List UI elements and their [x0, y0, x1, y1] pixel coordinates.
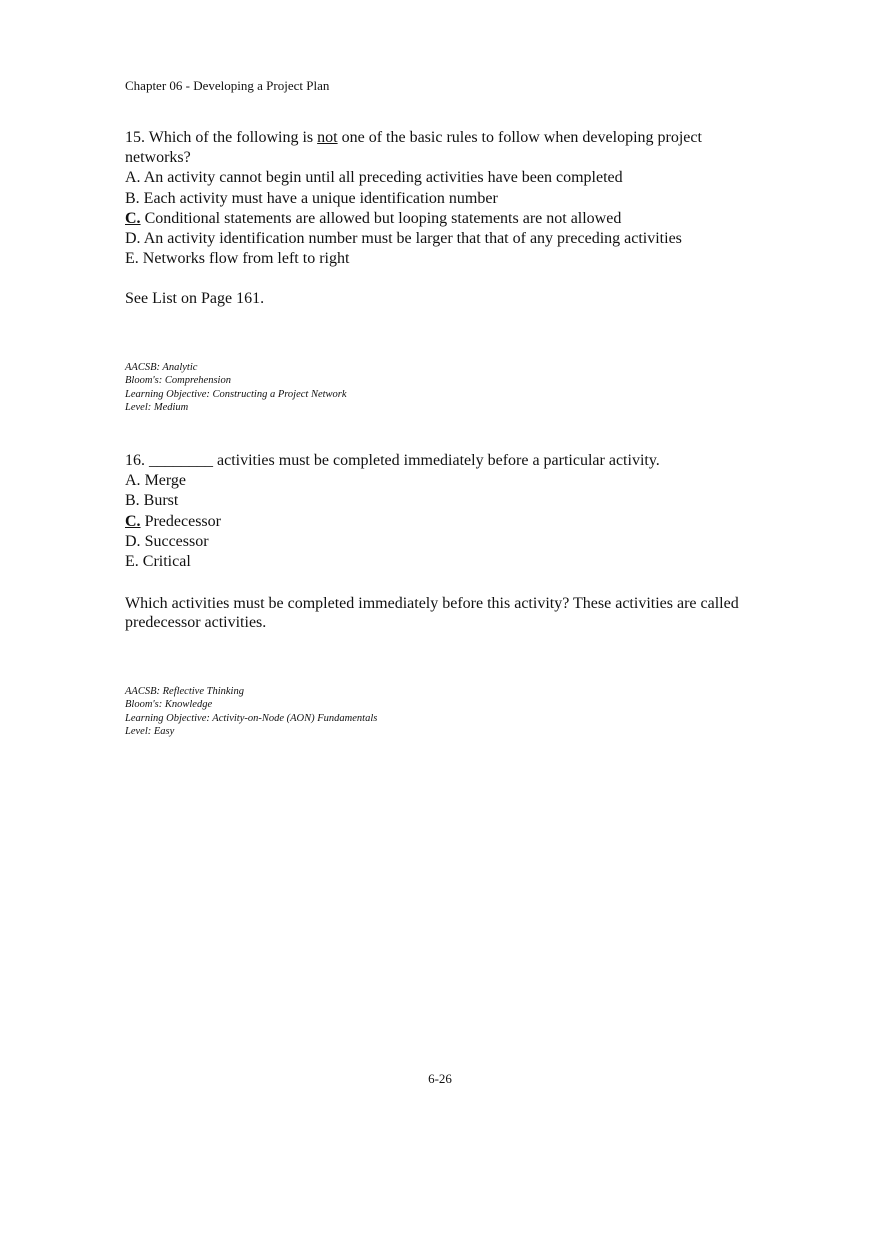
- option-text: Critical: [142, 553, 191, 571]
- meta-16: [125, 685, 377, 738]
- option-letter: B.: [125, 492, 140, 510]
- option-b: [125, 491, 765, 511]
- option-text: An activity cannot begin until all preceding activities have been completed: [143, 169, 623, 187]
- option-letter: A.: [125, 169, 141, 187]
- option-letter: B.: [125, 189, 140, 207]
- option-text: Conditional statements are allowed but looping statements are not allowed: [144, 209, 622, 227]
- question-text-after: one of the basic rules to follow when developing project networks?: [125, 129, 702, 167]
- explanation-16: Which activities must be completed immediately before this activity? These activities are called predecessor activities.: [125, 595, 739, 631]
- meta-blooms: Bloom's: Knowledge: [125, 699, 213, 711]
- option-c-correct: [125, 512, 765, 532]
- option-a: [125, 471, 765, 491]
- meta-aacsb: AACSB: Analytic: [125, 362, 198, 373]
- meta-15: [125, 361, 347, 414]
- option-d: [125, 532, 765, 552]
- option-text: Each activity must have a unique identification number: [143, 189, 498, 207]
- question-text: ________ activities must be completed immediately before a particular activity.: [149, 452, 660, 469]
- question-text-before: Which of the following is: [148, 129, 318, 146]
- correct-answer-letter: C.: [125, 209, 141, 227]
- question-number: 16.: [125, 452, 145, 469]
- page-number: 6-26: [428, 1071, 452, 1086]
- question-number: 15.: [125, 129, 145, 146]
- option-text: Successor: [144, 532, 209, 550]
- option-text: Burst: [143, 492, 179, 510]
- meta-level: Level: Medium: [125, 401, 189, 413]
- option-letter: E.: [125, 250, 139, 268]
- meta-objective: Learning Objective: Constructing a Project Network: [125, 388, 347, 400]
- option-letter: E.: [125, 553, 139, 571]
- question-stem: [125, 451, 765, 471]
- option-letter: D.: [125, 532, 141, 550]
- question-15: [125, 128, 765, 269]
- option-e: [125, 552, 765, 572]
- option-letter: D.: [125, 230, 141, 248]
- option-e: [125, 249, 765, 269]
- correct-answer-letter: C.: [125, 512, 141, 530]
- option-text: An activity identification number must be larger that that of any preceding activities: [143, 230, 682, 248]
- option-text: Networks flow from left to right: [142, 250, 350, 268]
- chapter-header: Chapter 06 - Developing a Project Plan: [125, 78, 330, 93]
- option-text: Predecessor: [144, 512, 221, 530]
- option-text: Merge: [144, 472, 187, 490]
- option-c-correct: [125, 209, 765, 229]
- question-16: [125, 451, 765, 572]
- option-letter: A.: [125, 472, 141, 490]
- option-d: [125, 229, 765, 249]
- meta-aacsb: AACSB: Reflective Thinking: [125, 686, 244, 697]
- option-a: [125, 168, 765, 188]
- question-stem: [125, 128, 765, 168]
- question-text-emphasis: not: [317, 129, 338, 146]
- meta-level: Level: Easy: [125, 725, 175, 737]
- meta-blooms: Bloom's: Comprehension: [125, 375, 231, 387]
- option-b: [125, 189, 765, 209]
- meta-objective: Learning Objective: Activity-on-Node (AON) Fundamentals: [125, 712, 378, 724]
- explanation-15: See List on Page 161.: [125, 290, 265, 307]
